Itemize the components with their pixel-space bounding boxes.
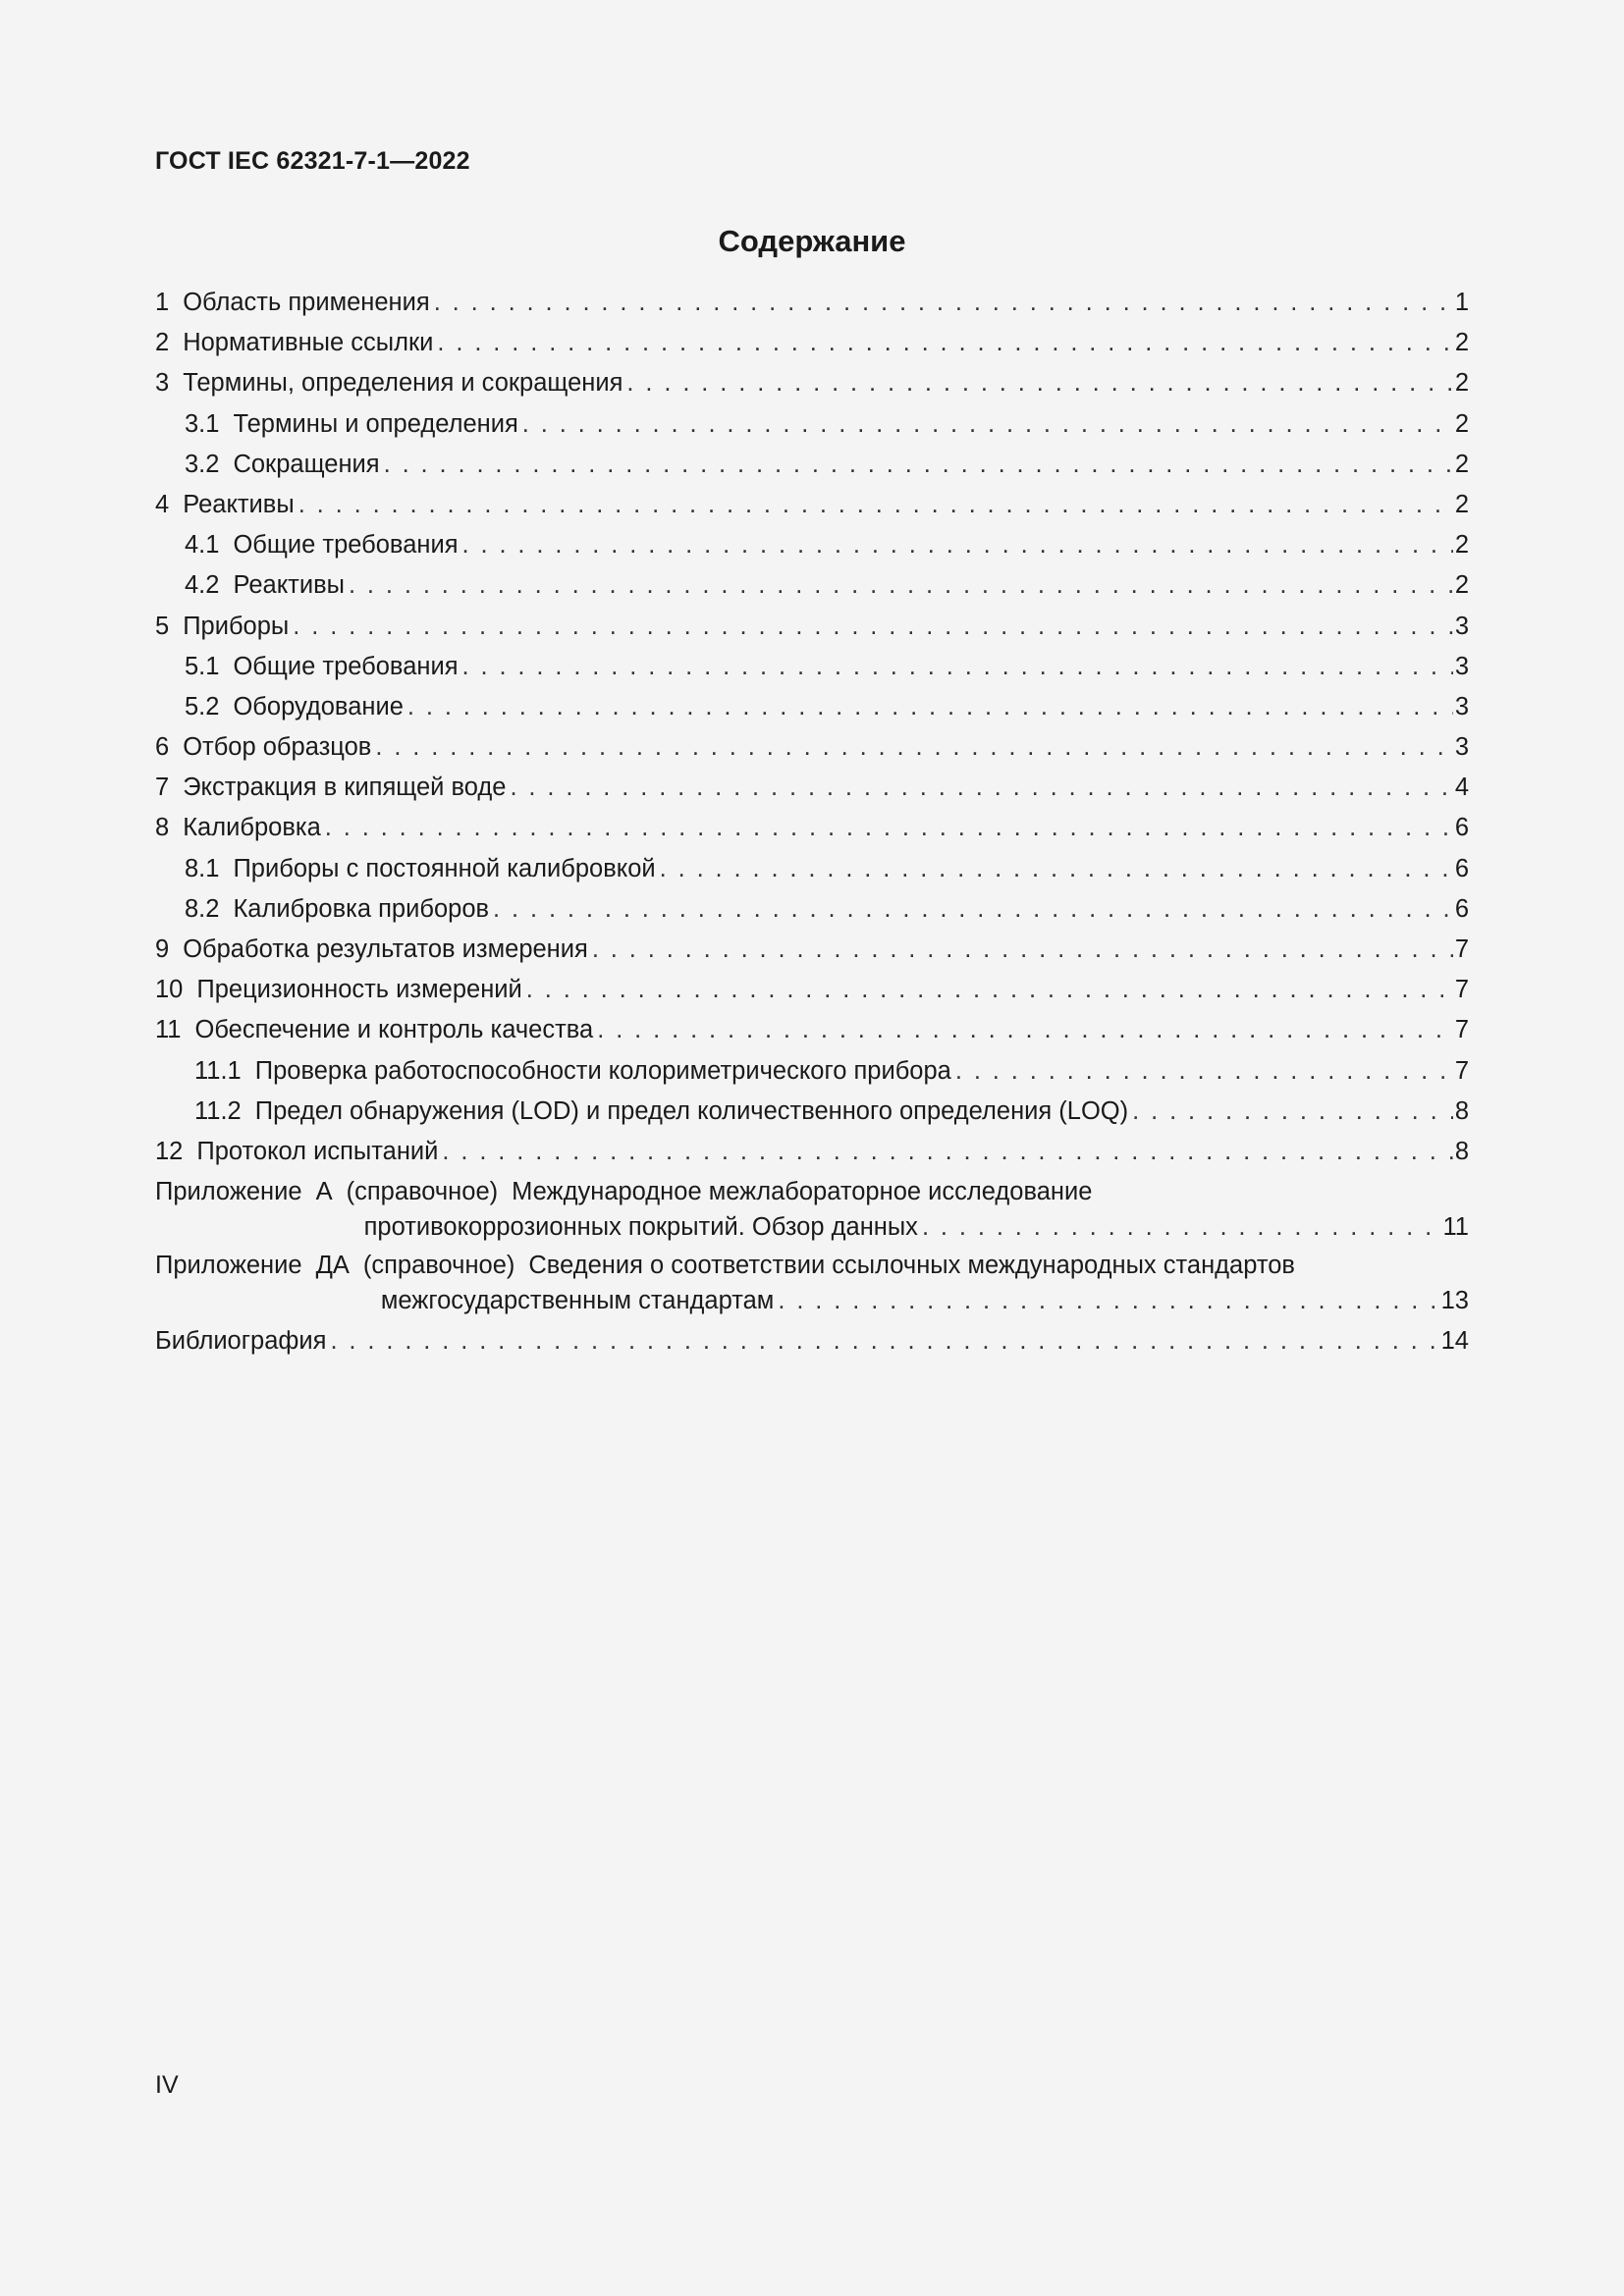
dot-leader (922, 1208, 1441, 1246)
toc-entry-page: 1 (1454, 289, 1469, 316)
toc-entry-title: Предел обнаружения (LOD) и предел количественного определения (LOQ) (254, 1096, 1129, 1125)
toc-entry-page: 2 (1454, 571, 1469, 600)
toc-annex-entry[interactable] (155, 1249, 1469, 1319)
toc-entry-number: 1 (155, 289, 170, 316)
toc-entry-page: 2 (1454, 490, 1469, 518)
annex-title-line1: Международное межлабораторное исследование (512, 1178, 1093, 1206)
toc-entry-number: 3 (155, 369, 170, 398)
annex-label: Приложение (155, 1178, 302, 1206)
dot-leader (510, 768, 1452, 808)
toc-entry-number: 3.1 (185, 409, 220, 438)
annex-letter: ДА (315, 1252, 350, 1280)
toc-entry-title: Прецизионность измерений (196, 976, 522, 1004)
toc-entry-page: 7 (1454, 1056, 1469, 1085)
toc-entry[interactable] (155, 808, 1469, 848)
toc-entry-page: 14 (1440, 1327, 1469, 1356)
toc-entry-title: Реактивы (183, 490, 295, 518)
dot-leader (526, 970, 1453, 1010)
dot-leader (522, 404, 1453, 445)
toc-entry-page: 11 (1442, 1213, 1469, 1242)
toc-entry-title: Термины, определения и сокращения (183, 369, 623, 398)
dot-leader (298, 485, 1453, 525)
toc-entry-title: Обеспечение и контроль качества (194, 1016, 594, 1044)
toc-entry-title: Калибровка (183, 814, 321, 842)
toc-entry-number: 11.2 (194, 1096, 242, 1125)
toc-entry-number: 5.2 (185, 692, 220, 721)
toc-annex-entry[interactable] (155, 1175, 1469, 1246)
toc-entry-page: 3 (1454, 652, 1469, 680)
toc-title: Содержание (718, 224, 906, 258)
toc-entry-number: 7 (155, 774, 170, 802)
toc-entry-number: 4 (155, 490, 170, 518)
toc-entry-number: 4.1 (185, 531, 220, 560)
toc-entry-page: 3 (1454, 733, 1469, 762)
toc-entry-title: Приборы (183, 612, 290, 640)
toc-entry[interactable] (155, 768, 1469, 808)
annex-heading-line (155, 1175, 1469, 1208)
toc-entry-page: 7 (1454, 935, 1469, 963)
dot-leader (375, 727, 1452, 768)
toc-entry-page: 6 (1454, 894, 1469, 923)
dot-leader (442, 1132, 1452, 1172)
toc-entry-number: 4.2 (185, 571, 220, 600)
annex-label: Приложение (155, 1252, 302, 1280)
toc-entry-page: 8 (1454, 1137, 1469, 1165)
table-of-contents (155, 283, 1469, 1362)
toc-entry[interactable] (155, 970, 1469, 1010)
toc-entry-title: Общие требования (233, 531, 459, 560)
toc-entry[interactable] (155, 849, 1469, 889)
toc-entry[interactable] (155, 647, 1469, 687)
toc-entry-title: Приборы с постоянной калибровкой (233, 854, 656, 882)
toc-entry-number: 2 (155, 329, 170, 357)
dot-leader (384, 445, 1453, 485)
toc-entry[interactable] (155, 1051, 1469, 1092)
dot-leader (325, 808, 1453, 848)
toc-entry-page: 13 (1440, 1287, 1469, 1315)
toc-entry-number: 8.1 (185, 854, 220, 882)
dot-leader (955, 1051, 1453, 1092)
toc-entry-number: 8 (155, 814, 170, 842)
toc-entry-page: 2 (1454, 409, 1469, 438)
toc-entry[interactable] (155, 1092, 1469, 1132)
toc-entry[interactable] (155, 404, 1469, 445)
toc-entry-title: Область применения (183, 289, 430, 316)
dot-leader (592, 930, 1453, 970)
toc-entry-number: 6 (155, 733, 170, 762)
toc-entry-title: Сокращения (233, 450, 380, 478)
annex-title-line2: межгосударственным стандартам (380, 1287, 775, 1315)
dot-leader (330, 1321, 1438, 1362)
toc-entry-title: Термины и определения (233, 409, 518, 438)
toc-entry[interactable] (155, 727, 1469, 768)
annex-heading-line (155, 1249, 1469, 1282)
toc-entry[interactable] (155, 283, 1469, 323)
dot-leader (626, 363, 1452, 403)
annex-continuation-line (155, 1208, 1469, 1246)
dot-leader (462, 525, 1453, 565)
toc-entry-title: Экстракция в кипящей воде (183, 774, 507, 802)
toc-entry[interactable] (155, 445, 1469, 485)
annex-title-line2: противокоррозионных покрытий. Обзор данных (363, 1213, 918, 1242)
toc-entry[interactable] (155, 687, 1469, 727)
toc-entry-title: Реактивы (233, 571, 345, 600)
toc-entry-number: 12 (155, 1137, 184, 1165)
toc-entry[interactable] (155, 607, 1469, 647)
toc-entry-page: 2 (1454, 450, 1469, 478)
toc-entry[interactable] (155, 1132, 1469, 1172)
toc-entry-page: 3 (1454, 612, 1469, 640)
dot-leader (434, 283, 1453, 323)
toc-entry[interactable] (155, 485, 1469, 525)
toc-entry[interactable] (155, 363, 1469, 403)
toc-entry-title: Оборудование (233, 692, 404, 721)
toc-entry-title: Обработка результатов измерения (183, 935, 588, 963)
toc-entry-title: Общие требования (233, 652, 459, 680)
annex-letter: А (315, 1178, 333, 1206)
dot-leader (407, 687, 1453, 727)
document-code-header: ГОСТ IEC 62321-7-1—2022 (155, 147, 470, 175)
annex-continuation-line (155, 1282, 1469, 1319)
toc-entry[interactable] (155, 323, 1469, 363)
toc-entry[interactable] (155, 1010, 1469, 1050)
toc-entry-number: 9 (155, 935, 170, 963)
toc-entry-page: 6 (1454, 814, 1469, 842)
toc-entry-page: 2 (1454, 531, 1469, 560)
toc-entry[interactable] (155, 930, 1469, 970)
toc-entry-number: 11 (155, 1016, 182, 1044)
toc-entry-title: Нормативные ссылки (183, 329, 434, 357)
annex-type: (справочное) (362, 1252, 515, 1280)
toc-entry-title: Отбор образцов (183, 733, 372, 762)
toc-entry-number: 5.1 (185, 652, 220, 680)
annex-type: (справочное) (346, 1178, 499, 1206)
page-number-footer: IV (155, 2071, 179, 2099)
dot-leader (437, 323, 1452, 363)
dot-leader (293, 607, 1453, 647)
annex-title-line1: Сведения о соответствии ссылочных международных стандартов (528, 1252, 1295, 1280)
toc-entry-number: 10 (155, 976, 184, 1004)
toc-entry-number: 3.2 (185, 450, 220, 478)
toc-entry-page: 7 (1454, 976, 1469, 1004)
dot-leader (660, 849, 1453, 889)
toc-entry-title: Протокол испытаний (196, 1137, 439, 1165)
toc-entry-title: Проверка работоспособности колориметрического прибора (254, 1056, 951, 1085)
toc-entry[interactable] (155, 889, 1469, 930)
toc-entry-title: Библиография (155, 1327, 327, 1356)
toc-entry-page: 2 (1454, 369, 1469, 398)
dot-leader (778, 1282, 1438, 1319)
dot-leader (462, 647, 1453, 687)
dot-leader (349, 565, 1453, 606)
toc-entry-page: 7 (1454, 1016, 1469, 1044)
toc-entry-page: 2 (1454, 329, 1469, 357)
toc-entry-number: 8.2 (185, 894, 220, 923)
toc-entry-page: 6 (1454, 854, 1469, 882)
toc-entry-page: 8 (1454, 1096, 1469, 1125)
dot-leader (597, 1010, 1453, 1050)
toc-entry[interactable] (155, 565, 1469, 606)
toc-entry[interactable] (155, 525, 1469, 565)
toc-entry-page: 4 (1454, 774, 1469, 802)
toc-bibliography-entry[interactable] (155, 1321, 1469, 1362)
dot-leader (1132, 1092, 1453, 1132)
toc-entry-page: 3 (1454, 692, 1469, 721)
toc-entry-title: Калибровка приборов (233, 894, 490, 923)
toc-entry-number: 5 (155, 612, 170, 640)
toc-entry-number: 11.1 (194, 1056, 242, 1085)
dot-leader (493, 889, 1453, 930)
